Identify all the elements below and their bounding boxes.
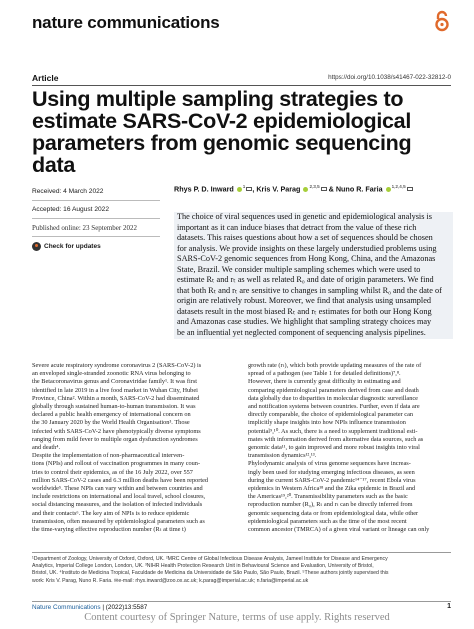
body-text-line: an enveloped single-stranded zoonotic RNA virus belonging to (32, 370, 191, 378)
orcid-icon[interactable] (386, 187, 391, 192)
body-text-line: social distancing measures, and the isolation of infected individuals (32, 501, 203, 509)
body-text-line: genomic sequencing data or from epidemiological data, while other (248, 509, 419, 517)
body-text-line: epidemics in Western Africa¹⁸ and the Zika epidemic in Brazil and (248, 485, 416, 493)
body-text-line: However, there is currently great difficulty in estimating and (248, 378, 401, 386)
abstract-line: and Amazonas case studies. We highlight that sampling strategy choices may (177, 317, 432, 327)
footer-rule (32, 601, 451, 602)
article-dates (32, 183, 160, 253)
body-text-line: potential⁹,¹⁰. As such, there is a need to supplement traditional esti- (248, 427, 418, 435)
abstract-box (174, 212, 453, 339)
body-text-line: Phylodynamic analysis of virus genome sequences have increas- (248, 460, 411, 468)
abstract-line: The choice of viral sequences used in genetic and epidemiological analysis is (177, 212, 432, 221)
abstract-line: that both Rₜ and rₜ are sensitive to changes in sampling whilst R₀ and the date of (177, 285, 442, 295)
affiliations (32, 556, 452, 585)
body-text-line: the Americas¹⁹,²⁰. Transmissibility parameters such as the basic (248, 493, 408, 501)
body-text-line: reproduction number (R₀), Rₜ and rₜ can be directly inferred from (248, 501, 413, 509)
abstract-line: State, Brazil. We consider multiple sampling schemes which were used to (177, 264, 421, 274)
body-text-line: and death⁴. (32, 444, 61, 452)
affiliation-line: ¹Department of Zoology, University of Oxford, Oxford, UK. ²MRC Centre of Global Infectious Disease Analysis, Jameel Institute for Disease and Emergency (32, 556, 388, 562)
body-text-line: infected with SARS-CoV-2 have phenotypically diverse symptoms (32, 427, 201, 435)
body-column-left (32, 362, 237, 534)
body-text-line: growth rate (rₜ), which both provide updating measures of the rate of (248, 362, 422, 369)
body-text-line: spread of a pathogen (see Table 1 for detailed definitions)⁷,⁸. (248, 370, 401, 378)
body-text-line: tions (NPIs) and rollout of vaccination programmes in many coun- (32, 460, 201, 468)
header-rule (32, 85, 451, 86)
body-text-line: tries to control their epidemics, as of the 16 July 2022, over 557 (32, 468, 193, 476)
abstract-line: for analysis. We provide insights on these largely understudied problems using (177, 243, 437, 253)
abstract-line: estimate Rₜ and rₜ as well as related R₀ and date of origin parameters. We find (177, 275, 434, 285)
article-title: Using multiple sampling strategies to estimate SARS-CoV-2 epidemiological parameters from genomic sequencing data (32, 87, 412, 177)
body-text-line: implicitly shape insights into how NPIs influence transmission (248, 419, 406, 427)
body-column-right (248, 362, 453, 534)
body-text-line: the Betacoronavirus genus and Coronaviridae family¹. It was first (32, 378, 198, 386)
abstract-line: origin are relatively robust. Moreover, we find that analysis using unsampled (177, 296, 431, 306)
author-separator: & (326, 184, 336, 194)
body-text-line: common ancestor (TMRCA) of a given viral variant or lineage can only (248, 526, 430, 534)
body-text-line: the time-varying effective reproduction number (Rₜ at time t) (32, 526, 186, 534)
affiliation-ref: 1,2,4,5 (391, 184, 406, 189)
body-text-line: and their contacts⁶. The key aim of NPIs is to reduce epidemic (32, 509, 190, 517)
accepted-date: Accepted: 16 August 2022 (32, 201, 160, 219)
open-access-icon[interactable] (433, 10, 451, 32)
abstract-line: important as it can induce biases that detract from the value of these rich (177, 222, 417, 232)
body-text-line: transmission dynamics¹²,¹³. (248, 452, 317, 460)
abstract-line: datasets result in the most biased Rₜ and rₜ estimates for both our Hong Kong (177, 306, 432, 316)
affiliation-ref: 2,3,5 (309, 184, 320, 189)
affiliation-line: work: Kris V. Parag, Nuno R. Faria. ✉e-mail: rhys.inward@zoo.ox.ac.uk; k.parag@imperial.ac.uk; n.faria@imperial.ac.uk (32, 577, 309, 584)
body-text-line: Severe acute respiratory syndrome coronavirus 2 (SARS-CoV-2) is (32, 362, 202, 369)
doi-link[interactable]: https://doi.org/10.1038/s41467-022-32812-0 (328, 74, 451, 81)
crossmark-icon (32, 242, 41, 251)
body-text-line: epidemiological parameters such as the time of the most recent (248, 517, 407, 525)
body-text-line: comparing epidemiological parameters derived from case and death (248, 386, 419, 394)
check-for-updates-button[interactable] (32, 242, 101, 251)
author-name[interactable]: Rhys P. D. Inward (174, 184, 234, 194)
body-text-line: and notification systems between countries. Further, even if data are (248, 403, 420, 411)
body-text-line: transmission, often measured by epidemiological parameters such as (32, 517, 205, 525)
affiliation-ref: 1 (242, 184, 246, 189)
article-type-label: Article (32, 73, 59, 83)
author-name[interactable]: Kris V. Parag (256, 184, 301, 194)
journal-name: nature communications (32, 13, 220, 32)
body-text-line: million SARS-CoV-2 cases and 6.3 million deaths have been reported (32, 476, 209, 484)
affiliation-line: Analytics, Imperial College London, London, UK. ³NIHR Health Protection Research Unit in Behavioural Science and Evaluation, University of Bristol, (32, 563, 374, 570)
abstract-line: datasets. This raises questions about how a set of sequences should be chosen (177, 233, 433, 243)
abstract-line: be an influential yet neglected component of sequencing analysis pipelines. (177, 328, 426, 338)
abstract-line: SARS-CoV-2 genomic sequences from Hong Kong, China, and the Amazonas (177, 254, 436, 264)
body-text-line: genomic data¹¹, to gain improved and more robust insights into viral (248, 444, 420, 452)
footer-journal-link[interactable]: Nature Communications (32, 604, 101, 611)
affiliation-line: Bristol, UK. ⁴Instituto de Medicina Tropical, Faculdade de Medicina da Universidade de São Paulo, São Paulo, Brazil. ⁵These authors jointly supervised this (32, 570, 389, 577)
orcid-icon[interactable] (303, 187, 308, 192)
body-text-line: mates with information derived from alternative data sources, such as (248, 435, 424, 443)
springer-watermark: Content courtesy of Springer Nature, terms of use apply. Rights reserved (84, 612, 390, 623)
footer-volume: | (2022)13:5587 (100, 604, 148, 611)
body-text-line: ranging from mild fever to multiple organ dysfunction syndromes (32, 435, 198, 443)
body-text-line: during the current SARS-CoV-2 pandemic¹⁴⁻¹⁷, recent Ebola virus (248, 476, 416, 484)
affiliation-rule (32, 552, 451, 553)
body-text-line: data globally due to disparities in molecular diagnostic surveillance (248, 394, 418, 402)
body-text-line: directly comparable, the choice of epidemiological parameter can (248, 411, 414, 419)
orcid-icon[interactable] (237, 187, 242, 192)
page-number: 1 (447, 603, 451, 610)
body-text-line: declared a public health emergency of international concern on (32, 411, 191, 419)
check-for-updates-label: Check for updates (44, 243, 101, 250)
body-text-line: identified in late 2019 in a live food market in Wuhan City, Hubei (32, 386, 198, 394)
body-text-line: include restrictions on international and local travel, school closures, (32, 493, 206, 501)
body-text-line: ingly been used for studying emerging infectious diseases, as seen (248, 468, 415, 476)
email-icon[interactable] (407, 187, 413, 191)
published-date: Published online: 23 September 2022 (32, 219, 160, 237)
author-list (174, 184, 454, 193)
body-text-line: globally through sustained human-to-human transmission. It was (32, 403, 196, 411)
received-date: Received: 4 March 2022 (32, 183, 160, 201)
body-text-line: worldwide⁵. These NPIs can vary within and between countries and (32, 485, 203, 493)
body-text-line: Despite the implementation of non-pharmaceutical interven- (32, 452, 185, 460)
footer-citation (32, 604, 147, 611)
author-name[interactable]: Nuno R. Faria (335, 184, 383, 194)
body-text-line: the 30 January 2020 by the World Health Organisation³. Those (32, 419, 190, 427)
author-separator: , (252, 184, 257, 194)
body-text-line: Province, China². Within a month, SARS-CoV-2 had disseminated (32, 394, 200, 402)
